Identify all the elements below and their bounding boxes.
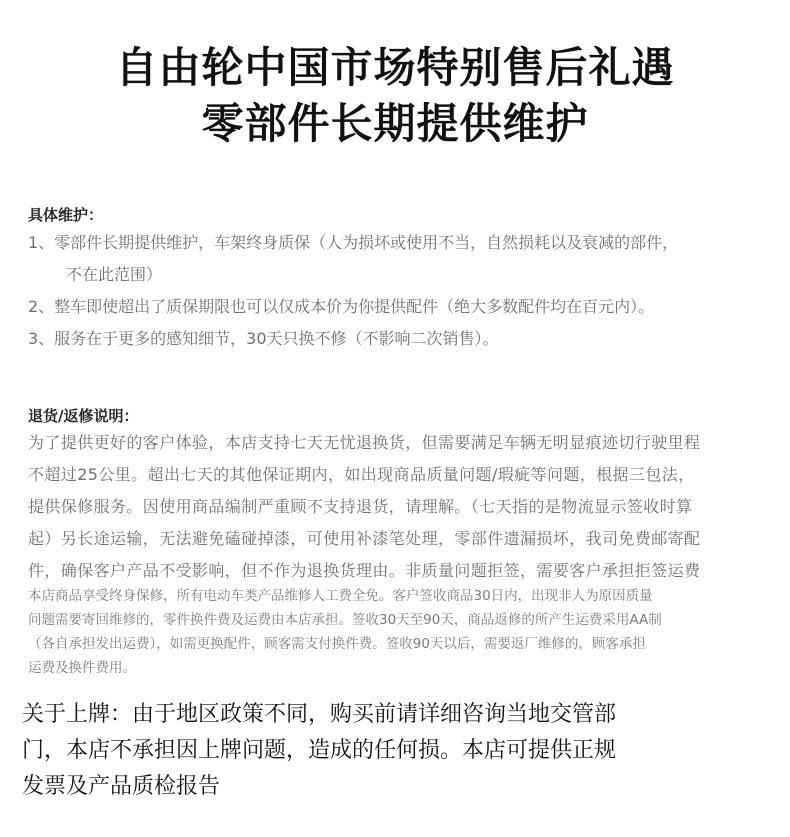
returns-small-2: 问题需要寄回维修的，零件换件费及运费由本店承担。签收30天至90天，商品返修的所产生运费采用AA制 xyxy=(28,612,662,628)
sub-title: 零部件长期提供维护 xyxy=(201,99,589,148)
license-note-line-3: 发票及产品质检报告 xyxy=(22,774,221,799)
returns-line-4: 起）另长途运输，无法避免磕碰掉漆，可使用补漆笔处理，零部件遗漏损坏，我司免费邮寄配 xyxy=(28,529,701,548)
returns-line-1: 为了提供更好的客户体验，本店支持七天无忧退换货，但需要满足车辆无明显痕迹切行驶里程 xyxy=(28,433,701,452)
maintenance-item-3: 3、服务在于更多的感知细节，30天只换不修（不影响二次销售）。 xyxy=(28,329,499,348)
returns-small-4: 运费及换件费用。 xyxy=(28,660,136,676)
maintenance-heading: 具体维护： xyxy=(28,206,104,224)
license-note-line-2: 门，本店不承担因上牌问题，造成的任何损。本店可提供正规 xyxy=(22,738,617,763)
returns-line-5: 件，确保客户产品不受影响，但不作为退换货理由。非质量问题拒签，需要客户承担拒签运费 xyxy=(28,561,701,580)
main-title: 自由轮中国市场特别售后礼遇 xyxy=(115,43,675,92)
returns-heading: 退货/返修说明： xyxy=(28,407,139,425)
returns-line-3: 提供保修服务。因使用商品编制严重顾不支持退货，请理解。（七天指的是物流显示签收时算 xyxy=(28,497,693,516)
license-note-line-1: 关于上牌：由于地区政策不同，购买前请详细咨询当地交管部 xyxy=(22,702,617,727)
maintenance-item-1-cont: 不在此范围） xyxy=(66,265,163,284)
returns-line-2: 不超过25公里。超出七天的其他保证期内，如出现商品质量问题/瑕疵等问题，根据三包法， xyxy=(28,465,695,484)
maintenance-item-1: 1、零部件长期提供维护，车架终身质保（人为损坏或使用不当，自然损耗以及衰减的部件， xyxy=(28,233,679,252)
returns-small-3: （各自承担发出运费），如需更换配件，顾客需支付换件费。签收90天以后，需要返厂维修的，顾客承担 xyxy=(28,636,646,652)
returns-small-1: 本店商品享受终身保修，所有电动车类产品维修人工费全免。客户签收商品30日内，出现非人为原因质量 xyxy=(28,588,653,604)
maintenance-item-2: 2、整车即使超出了质保期限也可以仅成本价为你提供配件（绝大多数配件均在百元内）。 xyxy=(28,297,655,316)
title-block xyxy=(0,40,790,152)
